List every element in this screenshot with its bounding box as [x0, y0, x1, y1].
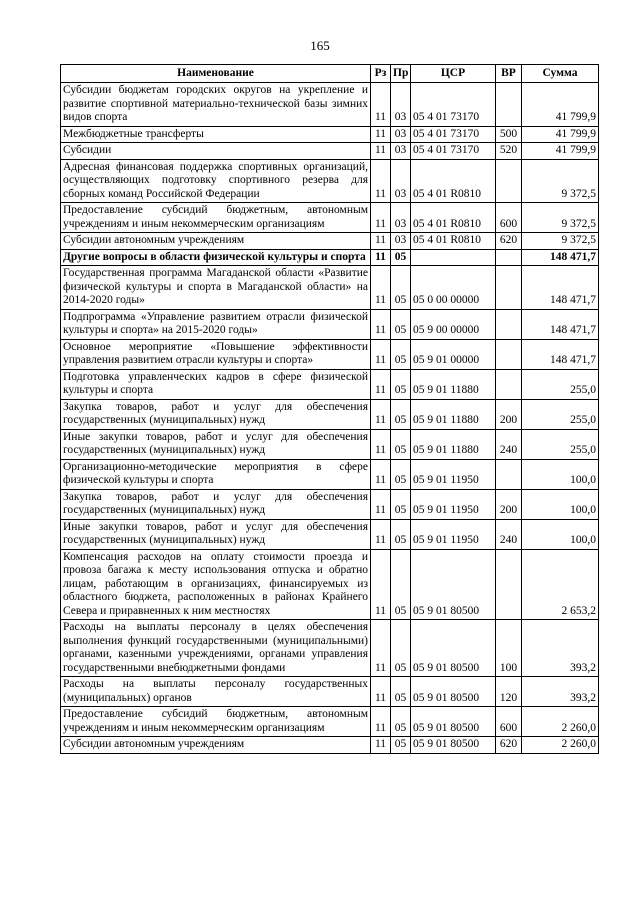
cell-vr: [496, 159, 522, 203]
table-row: [61, 203, 599, 233]
table-row: [61, 549, 599, 620]
cell-pr: 03: [391, 143, 411, 160]
cell-rz: 11: [371, 707, 391, 737]
cell-rz: 11: [371, 549, 391, 620]
cell-rz: 11: [371, 369, 391, 399]
cell-vr: 200: [496, 489, 522, 519]
cell-name: Иные закупки товаров, работ и услуг для обеспечения государственных (муниципальных) нужд: [61, 519, 371, 549]
cell-rz: 11: [371, 429, 391, 459]
cell-vr: 500: [496, 126, 522, 143]
cell-sum: 100,0: [522, 459, 599, 489]
cell-vr: 600: [496, 203, 522, 233]
cell-name: Расходы на выплаты персоналу государственных (муниципальных) органов: [61, 677, 371, 707]
table-row: [61, 620, 599, 677]
header-pr: Пр: [391, 65, 411, 83]
cell-csr: 05 9 01 80500: [411, 677, 496, 707]
cell-vr: [496, 369, 522, 399]
header-name: Наименование: [61, 65, 371, 83]
cell-rz: 11: [371, 143, 391, 160]
cell-rz: 11: [371, 339, 391, 369]
cell-vr: [496, 249, 522, 266]
cell-csr: 05 9 01 80500: [411, 549, 496, 620]
cell-name: Государственная программа Магаданской области «Развитие физической культуры и спорта в Магаданской области» на 2014-2020 годы»: [61, 266, 371, 310]
cell-pr: 05: [391, 369, 411, 399]
cell-sum: 41 799,9: [522, 143, 599, 160]
cell-sum: 255,0: [522, 369, 599, 399]
table-body: [61, 83, 599, 754]
cell-name: Основное мероприятие «Повышение эффективности управления развитием отрасли культуры и спорта»: [61, 339, 371, 369]
cell-name: Иные закупки товаров, работ и услуг для обеспечения государственных (муниципальных) нужд: [61, 429, 371, 459]
cell-sum: 2 260,0: [522, 707, 599, 737]
cell-sum: 9 372,5: [522, 159, 599, 203]
cell-pr: 05: [391, 309, 411, 339]
cell-rz: 11: [371, 233, 391, 250]
cell-csr: 05 9 01 11880: [411, 369, 496, 399]
cell-rz: 11: [371, 620, 391, 677]
cell-vr: [496, 83, 522, 127]
cell-pr: 05: [391, 707, 411, 737]
cell-rz: 11: [371, 399, 391, 429]
cell-sum: 255,0: [522, 429, 599, 459]
cell-name: Подпрограмма «Управление развитием отрасли физической культуры и спорта» на 2015-2020 годы»: [61, 309, 371, 339]
table-row: [61, 429, 599, 459]
cell-vr: 620: [496, 233, 522, 250]
table-row: [61, 126, 599, 143]
cell-name: Предоставление субсидий бюджетным, автономным учреждениям и иным некоммерческим организациям: [61, 203, 371, 233]
cell-pr: 05: [391, 489, 411, 519]
cell-name: Межбюджетные трансферты: [61, 126, 371, 143]
cell-sum: 148 471,7: [522, 249, 599, 266]
cell-name: Другие вопросы в области физической культуры и спорта: [61, 249, 371, 266]
cell-rz: 11: [371, 203, 391, 233]
cell-pr: 05: [391, 737, 411, 754]
cell-csr: 05 0 00 00000: [411, 266, 496, 310]
cell-csr: 05 4 01 73170: [411, 83, 496, 127]
cell-name: Организационно-методические мероприятия в сфере физической культуры и спорта: [61, 459, 371, 489]
table-header-row: [61, 65, 599, 83]
cell-csr: 05 9 01 80500: [411, 707, 496, 737]
table-row: [61, 519, 599, 549]
cell-rz: 11: [371, 266, 391, 310]
page-number: 165: [310, 38, 330, 53]
cell-csr: 05 9 01 80500: [411, 737, 496, 754]
cell-pr: 05: [391, 459, 411, 489]
cell-name: Закупка товаров, работ и услуг для обеспечения государственных (муниципальных) нужд: [61, 399, 371, 429]
cell-sum: 2 653,2: [522, 549, 599, 620]
table-row: [61, 369, 599, 399]
cell-pr: 03: [391, 126, 411, 143]
cell-sum: 148 471,7: [522, 339, 599, 369]
cell-name: Подготовка управленческих кадров в сфере физической культуры и спорта: [61, 369, 371, 399]
cell-sum: 393,2: [522, 677, 599, 707]
cell-csr: [411, 249, 496, 266]
cell-vr: [496, 549, 522, 620]
cell-rz: 11: [371, 126, 391, 143]
cell-vr: 620: [496, 737, 522, 754]
cell-rz: 11: [371, 159, 391, 203]
cell-sum: 41 799,9: [522, 126, 599, 143]
cell-csr: 05 9 01 11880: [411, 429, 496, 459]
cell-sum: 148 471,7: [522, 309, 599, 339]
cell-name: Адресная финансовая поддержка спортивных организаций, осуществляющих подготовку спортивного резерва для сборных команд Российской Федерации: [61, 159, 371, 203]
cell-vr: 240: [496, 519, 522, 549]
cell-csr: 05 4 01 R0810: [411, 159, 496, 203]
table-row: [61, 159, 599, 203]
cell-rz: 11: [371, 249, 391, 266]
cell-csr: 05 9 01 11950: [411, 519, 496, 549]
cell-csr: 05 4 01 73170: [411, 126, 496, 143]
cell-csr: 05 9 01 00000: [411, 339, 496, 369]
cell-rz: 11: [371, 83, 391, 127]
cell-name: Предоставление субсидий бюджетным, автономным учреждениям и иным некоммерческим организациям: [61, 707, 371, 737]
cell-rz: 11: [371, 677, 391, 707]
cell-pr: 05: [391, 519, 411, 549]
cell-name: Субсидии автономным учреждениям: [61, 233, 371, 250]
cell-vr: 100: [496, 620, 522, 677]
budget-table: [60, 64, 599, 754]
table-row: [61, 459, 599, 489]
cell-pr: 03: [391, 159, 411, 203]
cell-sum: 255,0: [522, 399, 599, 429]
cell-pr: 05: [391, 266, 411, 310]
table-row: [61, 249, 599, 266]
cell-vr: [496, 459, 522, 489]
cell-name: Субсидии: [61, 143, 371, 160]
cell-vr: 120: [496, 677, 522, 707]
cell-sum: 100,0: [522, 489, 599, 519]
cell-sum: 9 372,5: [522, 203, 599, 233]
table-row: [61, 143, 599, 160]
cell-name: Закупка товаров, работ и услуг для обеспечения государственных (муниципальных) нужд: [61, 489, 371, 519]
cell-pr: 05: [391, 549, 411, 620]
cell-vr: 200: [496, 399, 522, 429]
cell-pr: 05: [391, 429, 411, 459]
cell-rz: 11: [371, 459, 391, 489]
cell-rz: 11: [371, 309, 391, 339]
cell-sum: 148 471,7: [522, 266, 599, 310]
cell-vr: 240: [496, 429, 522, 459]
cell-csr: 05 9 01 11880: [411, 399, 496, 429]
cell-name: Расходы на выплаты персоналу в целях обеспечения выполнения функций государственными (муниципальными) органами, казенными учреждениями, органами управления государственными внебюджетными фондами: [61, 620, 371, 677]
table-row: [61, 83, 599, 127]
cell-pr: 03: [391, 233, 411, 250]
cell-name: Компенсация расходов на оплату стоимости проезда и провоза багажа к месту использования отпуска и обратно лицам, работающим в организациях, финансируемых из областного бюджета, расположенных в районах Крайнего Севера и приравненных к ним местностях: [61, 549, 371, 620]
cell-csr: 05 4 01 73170: [411, 143, 496, 160]
cell-name: Субсидии автономным учреждениям: [61, 737, 371, 754]
cell-sum: 2 260,0: [522, 737, 599, 754]
table-row: [61, 489, 599, 519]
header-csr: ЦСР: [411, 65, 496, 83]
cell-rz: 11: [371, 519, 391, 549]
cell-pr: 05: [391, 399, 411, 429]
cell-vr: [496, 309, 522, 339]
cell-name: Субсидии бюджетам городских округов на укрепление и развитие спортивной материально-технической базы зимних видов спорта: [61, 83, 371, 127]
cell-vr: [496, 339, 522, 369]
cell-vr: 600: [496, 707, 522, 737]
header-sum: Сумма: [522, 65, 599, 83]
table-row: [61, 399, 599, 429]
table-row: [61, 707, 599, 737]
cell-sum: 41 799,9: [522, 83, 599, 127]
cell-sum: 100,0: [522, 519, 599, 549]
table-row: [61, 677, 599, 707]
cell-pr: 05: [391, 339, 411, 369]
table-row: [61, 233, 599, 250]
cell-sum: 393,2: [522, 620, 599, 677]
cell-csr: 05 9 01 80500: [411, 620, 496, 677]
table-row: [61, 737, 599, 754]
cell-pr: 05: [391, 620, 411, 677]
table-row: [61, 339, 599, 369]
cell-csr: 05 9 01 11950: [411, 489, 496, 519]
cell-rz: 11: [371, 737, 391, 754]
cell-csr: 05 9 01 11950: [411, 459, 496, 489]
header-rz: Рз: [371, 65, 391, 83]
cell-pr: 05: [391, 249, 411, 266]
cell-pr: 05: [391, 677, 411, 707]
table-row: [61, 309, 599, 339]
cell-csr: 05 4 01 R0810: [411, 203, 496, 233]
table-row: [61, 266, 599, 310]
header-vr: ВР: [496, 65, 522, 83]
cell-rz: 11: [371, 489, 391, 519]
cell-pr: 03: [391, 203, 411, 233]
cell-csr: 05 4 01 R0810: [411, 233, 496, 250]
cell-sum: 9 372,5: [522, 233, 599, 250]
cell-vr: [496, 266, 522, 310]
cell-pr: 03: [391, 83, 411, 127]
cell-csr: 05 9 00 00000: [411, 309, 496, 339]
cell-vr: 520: [496, 143, 522, 160]
